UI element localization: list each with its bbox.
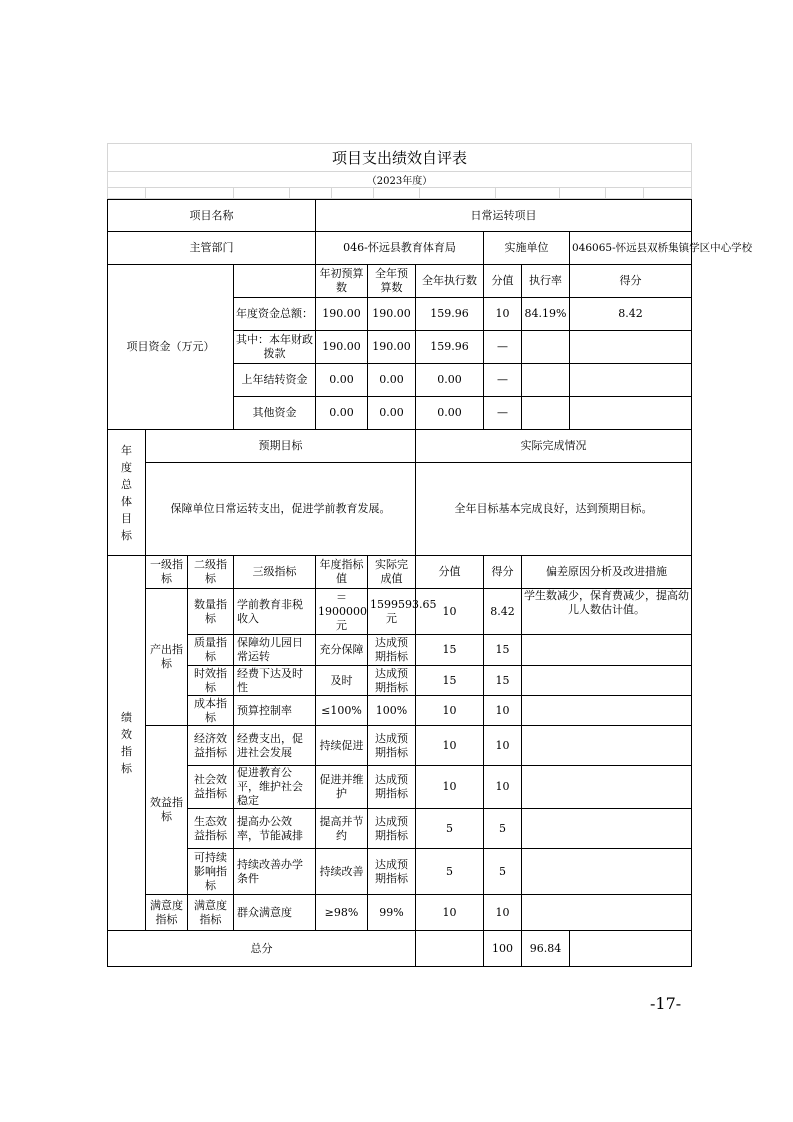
perf-l2: 可持续影响指标 — [188, 849, 234, 895]
perf-l3: 学前教育非税收入 — [234, 589, 316, 635]
funds-header-row — [108, 265, 692, 298]
funds-header-rate: 执行率 — [522, 265, 570, 298]
total-score: 100 — [484, 931, 522, 967]
perf-reason — [522, 635, 692, 666]
funds-row-budget-start: 0.00 — [316, 397, 368, 430]
perf-row — [108, 849, 692, 895]
funds-header-budget-start: 年初预算数 — [316, 265, 368, 298]
funds-row-score: — — [484, 364, 522, 397]
perf-l2: 质量指标 — [188, 635, 234, 666]
perf-got: 8.42 — [484, 589, 522, 635]
dept-value: 046-怀远县教育体育局 — [316, 232, 484, 265]
perf-target: ≤100% — [316, 696, 368, 726]
project-name-value: 日常运转项目 — [316, 200, 692, 232]
perf-target: 及时 — [316, 666, 368, 696]
perf-header-l2: 二级指标 — [188, 556, 234, 589]
funds-row-got — [570, 364, 692, 397]
perf-got: 5 — [484, 849, 522, 895]
funds-row-name: 年度资金总额： — [234, 298, 316, 331]
page-title: 项目支出绩效自评表 — [108, 144, 692, 172]
perf-got: 10 — [484, 766, 522, 809]
funds-row-score: — — [484, 331, 522, 364]
funds-row-name: 其他资金 — [234, 397, 316, 430]
funds-row-rate — [522, 331, 570, 364]
funds-row-exec: 0.00 — [416, 397, 484, 430]
evaluation-table — [107, 199, 753, 967]
perf-actual: 99% — [368, 895, 416, 931]
total-row — [108, 931, 692, 967]
perf-reason — [522, 696, 692, 726]
funds-row-exec: 159.96 — [416, 331, 484, 364]
funds-row-exec: 159.96 — [416, 298, 484, 331]
funds-row-budget-start: 190.00 — [316, 298, 368, 331]
perf-score: 10 — [416, 696, 484, 726]
perf-target: 充分保障 — [316, 635, 368, 666]
perf-l2: 社会效益指标 — [188, 766, 234, 809]
perf-l3: 促进教育公平，维护社会稳定 — [234, 766, 316, 809]
perf-header-actual: 实际完成值 — [368, 556, 416, 589]
perf-reason — [522, 726, 692, 766]
goals-expected-label: 预期目标 — [146, 430, 416, 463]
perf-reason: 学生数减少，保育费减少，提高幼儿人数估计值。 — [522, 589, 692, 635]
funds-row-budget-full: 190.00 — [368, 298, 416, 331]
perf-l3: 提高办公效率，节能减排 — [234, 809, 316, 849]
perf-l3: 保障幼儿园日常运转 — [234, 635, 316, 666]
dept-row — [108, 232, 692, 265]
funds-row-rate — [522, 397, 570, 430]
funds-row-name: 上年结转资金 — [234, 364, 316, 397]
perf-row — [108, 696, 692, 726]
perf-row — [108, 766, 692, 809]
funds-header-score: 分值 — [484, 265, 522, 298]
perf-actual: 达成预期指标 — [368, 666, 416, 696]
perf-l2: 成本指标 — [188, 696, 234, 726]
total-reason-blank — [570, 931, 692, 967]
perf-header-target: 年度指标值 — [316, 556, 368, 589]
perf-header-row — [108, 556, 692, 589]
perf-reason — [522, 849, 692, 895]
perf-actual: 100% — [368, 696, 416, 726]
perf-got: 5 — [484, 809, 522, 849]
funds-row-got — [570, 397, 692, 430]
dept-label: 主管部门 — [108, 232, 316, 265]
perf-score: 10 — [416, 895, 484, 931]
title-block — [107, 143, 692, 199]
funds-row-budget-full: 0.00 — [368, 364, 416, 397]
perf-row — [108, 809, 692, 849]
perf-l3: 经费下达及时性 — [234, 666, 316, 696]
perf-target: ≥98% — [316, 895, 368, 931]
perf-reason — [522, 766, 692, 809]
page-number: -17- — [650, 994, 682, 1013]
perf-header-reason: 偏差原因分析及改进措施 — [522, 556, 692, 589]
perf-target: ＝1900000元 — [316, 589, 368, 635]
perf-l2: 满意度指标 — [188, 895, 234, 931]
perf-actual: 达成预期指标 — [368, 635, 416, 666]
perf-actual: 达成预期指标 — [368, 726, 416, 766]
perf-actual: 1599593.65元 — [368, 589, 416, 635]
perf-score: 10 — [416, 589, 484, 635]
funds-row-got: 8.42 — [570, 298, 692, 331]
project-name-label: 项目名称 — [108, 200, 316, 232]
perf-group-name: 满意度指标 — [146, 895, 188, 931]
funds-header-budget-full: 全年预算数 — [368, 265, 416, 298]
perf-score: 15 — [416, 666, 484, 696]
perf-l2: 时效指标 — [188, 666, 234, 696]
perf-row — [108, 635, 692, 666]
funds-header-blank — [234, 265, 316, 298]
project-name-row — [108, 200, 692, 232]
perf-l2: 生态效益指标 — [188, 809, 234, 849]
goals-header-row — [108, 430, 692, 463]
perf-header-got: 得分 — [484, 556, 522, 589]
perf-got: 15 — [484, 666, 522, 696]
funds-row-budget-start: 190.00 — [316, 331, 368, 364]
perf-l2: 数量指标 — [188, 589, 234, 635]
goals-actual-text: 全年目标基本完成良好，达到预期目标。 — [416, 463, 692, 556]
perf-actual: 达成预期指标 — [368, 809, 416, 849]
perf-got: 10 — [484, 726, 522, 766]
funds-row-budget-full: 190.00 — [368, 331, 416, 364]
perf-l3: 群众满意度 — [234, 895, 316, 931]
funds-row-rate: 84.19% — [522, 298, 570, 331]
goals-content-row — [108, 463, 692, 556]
perf-row — [108, 666, 692, 696]
perf-l3: 经费支出，促进社会发展 — [234, 726, 316, 766]
perf-l3: 预算控制率 — [234, 696, 316, 726]
perf-header-score: 分值 — [416, 556, 484, 589]
funds-row-rate — [522, 364, 570, 397]
perf-row — [108, 589, 692, 635]
perf-l2: 经济效益指标 — [188, 726, 234, 766]
perf-score: 10 — [416, 726, 484, 766]
perf-target: 提高并节约 — [316, 809, 368, 849]
perf-l3: 持续改善办学条件 — [234, 849, 316, 895]
perf-target: 持续促进 — [316, 726, 368, 766]
perf-score: 15 — [416, 635, 484, 666]
funds-row-got — [570, 331, 692, 364]
total-label: 总分 — [108, 931, 416, 967]
total-got: 96.84 — [522, 931, 570, 967]
funds-row-name: 其中：本年财政拨款 — [234, 331, 316, 364]
perf-group-name: 效益指标 — [146, 726, 188, 895]
page-subtitle: （2023年度） — [108, 172, 692, 188]
funds-header-got: 得分 — [570, 265, 692, 298]
perf-reason — [522, 895, 692, 931]
funds-row-budget-full: 0.00 — [368, 397, 416, 430]
perf-score: 5 — [416, 809, 484, 849]
unit-value: 046065-怀远县双桥集镇学区中心学校 — [570, 232, 692, 265]
perf-header-l1: 一级指标 — [146, 556, 188, 589]
goals-actual-label: 实际完成情况 — [416, 430, 692, 463]
perf-got: 10 — [484, 895, 522, 931]
total-blank — [416, 931, 484, 967]
perf-got: 10 — [484, 696, 522, 726]
unit-label: 实施单位 — [484, 232, 570, 265]
perf-row — [108, 726, 692, 766]
perf-label: 绩 效 指 标 — [108, 556, 146, 931]
perf-reason — [522, 666, 692, 696]
perf-target: 促进并维护 — [316, 766, 368, 809]
perf-reason — [522, 809, 692, 849]
perf-header-l3: 三级指标 — [234, 556, 316, 589]
funds-row-exec: 0.00 — [416, 364, 484, 397]
evaluation-sheet — [107, 143, 753, 967]
funds-row-score: — — [484, 397, 522, 430]
goals-expected-text: 保障单位日常运转支出，促进学前教育发展。 — [146, 463, 416, 556]
funds-label: 项目资金（万元） — [108, 265, 234, 430]
perf-target: 持续改善 — [316, 849, 368, 895]
perf-actual: 达成预期指标 — [368, 849, 416, 895]
perf-row — [108, 895, 692, 931]
perf-group-name: 产出指标 — [146, 589, 188, 726]
goals-label: 年 度 总 体 目 标 — [108, 430, 146, 556]
funds-row-score: 10 — [484, 298, 522, 331]
funds-row-budget-start: 0.00 — [316, 364, 368, 397]
perf-score: 5 — [416, 849, 484, 895]
perf-got: 15 — [484, 635, 522, 666]
perf-score: 10 — [416, 766, 484, 809]
perf-actual: 达成预期指标 — [368, 766, 416, 809]
funds-header-exec: 全年执行数 — [416, 265, 484, 298]
